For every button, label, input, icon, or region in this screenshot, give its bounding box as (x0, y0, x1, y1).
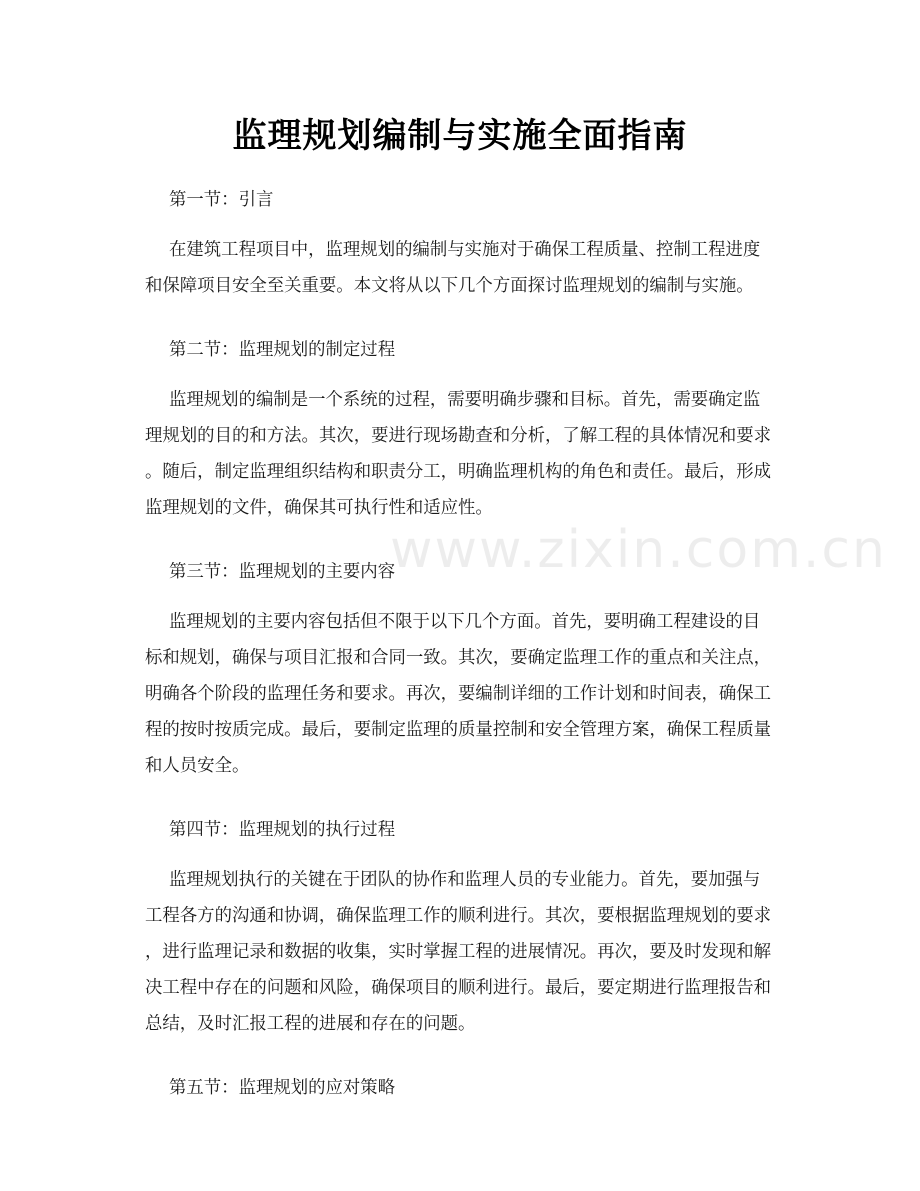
paragraph-line: 。随后，制定监理组织结构和职责分工，明确监理机构的角色和责任。最后，形成 (145, 462, 772, 482)
paragraph-line: 在建筑工程项目中，监理规划的编制与实施对于确保工程质量、控制工程进度 (169, 240, 761, 260)
paragraph-line: 监理规划的编制是一个系统的过程，需要明确步骤和目标。首先，需要确定监 (169, 390, 761, 410)
paragraph-line: 总结，及时汇报工程的进展和存在的问题。 (145, 1014, 476, 1034)
document-body (145, 182, 795, 1120)
section (145, 554, 795, 784)
paragraph-line: 标和规划，确保与项目汇报和合同一致。其次，要确定监理工作的重点和关注点， (145, 648, 772, 668)
paragraph (145, 604, 795, 784)
paragraph-line: 和保障项目安全至关重要。本文将从以下几个方面探讨监理规划的编制与实施。 (145, 276, 754, 296)
paragraph-line: 监理规划的文件，确保其可执行性和适应性。 (145, 498, 493, 518)
paragraph-line: 理规划的目的和方法。其次，要进行现场勘查和分析，了解工程的具体情况和要求 (145, 426, 772, 446)
section-heading: 第三节：监理规划的主要内容 (169, 562, 396, 582)
section (145, 182, 795, 304)
watermark: www.zixin.com.cn (390, 520, 887, 580)
section (145, 812, 795, 1042)
paragraph-line: 监理规划执行的关键在于团队的协作和监理人员的专业能力。首先，要加强与 (169, 870, 761, 890)
document-title: 监理规划编制与实施全面指南 (232, 116, 688, 156)
section (145, 332, 795, 526)
section-heading: 第四节：监理规划的执行过程 (169, 820, 396, 840)
paragraph (145, 862, 795, 1042)
paragraph-line: 明确各个阶段的监理任务和要求。再次，要编制详细的工作计划和时间表，确保工 (145, 684, 772, 704)
section-heading: 第五节：监理规划的应对策略 (169, 1078, 396, 1098)
paragraph-line: ，进行监理记录和数据的收集，实时掌握工程的进展情况。再次，要及时发现和解 (145, 942, 772, 962)
section (145, 1070, 795, 1106)
section-heading: 第一节：引言 (169, 190, 274, 210)
paragraph-line: 监理规划的主要内容包括但不限于以下几个方面。首先，要明确工程建设的目 (169, 612, 761, 632)
paragraph (145, 232, 795, 304)
paragraph (145, 382, 795, 526)
paragraph-line: 决工程中存在的问题和风险，确保项目的顺利进行。最后，要定期进行监理报告和 (145, 978, 772, 998)
paragraph-line: 工程各方的沟通和协调，确保监理工作的顺利进行。其次，要根据监理规划的要求 (145, 906, 772, 926)
section-heading: 第二节：监理规划的制定过程 (169, 340, 396, 360)
paragraph-line: 程的按时按质完成。最后，要制定监理的质量控制和安全管理方案，确保工程质量 (145, 720, 772, 740)
paragraph-line: 和人员安全。 (145, 756, 250, 776)
